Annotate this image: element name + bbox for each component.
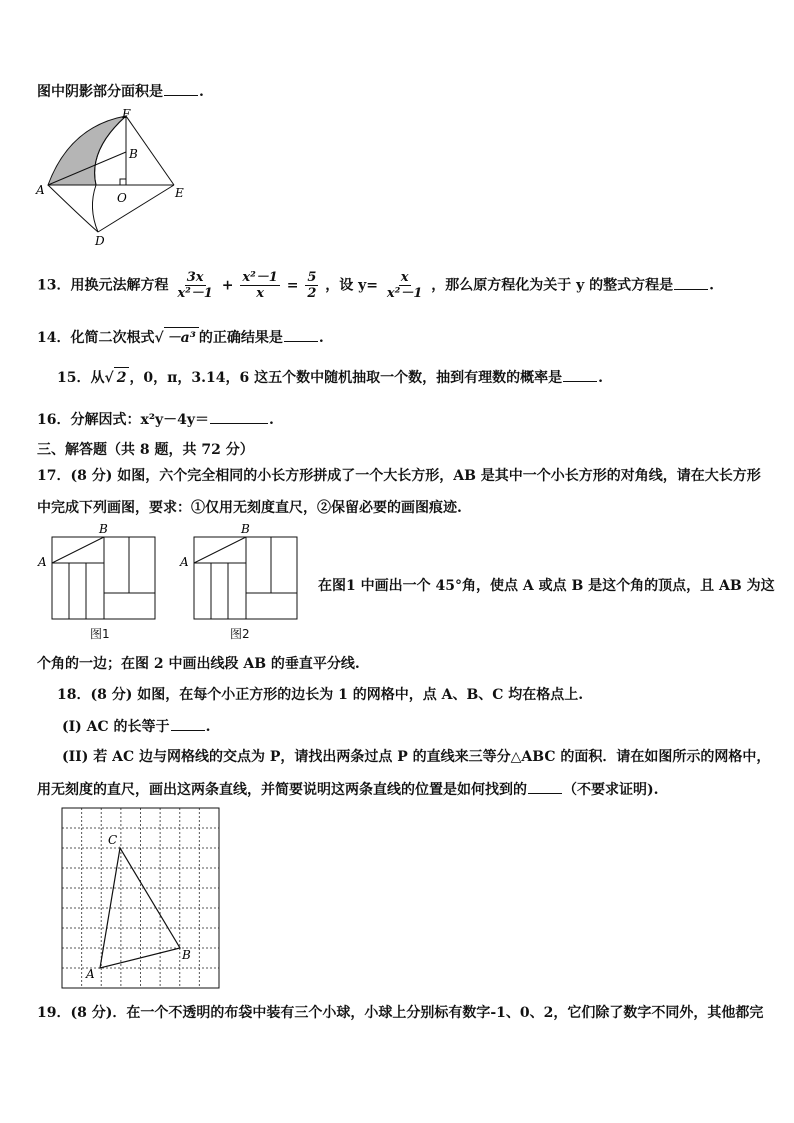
q13-prefix: 13．用换元法解方程 xyxy=(37,277,169,294)
answer-blank[interactable] xyxy=(171,717,205,731)
diagonal-ab xyxy=(194,537,246,563)
radicand: －a³ xyxy=(164,327,199,348)
q18-part-1-period: . xyxy=(205,719,211,735)
q14-prefix: 14．化简二次根式 xyxy=(37,330,155,346)
label-d: D xyxy=(95,234,105,248)
label-a: A xyxy=(38,555,47,569)
answer-blank[interactable] xyxy=(164,82,198,96)
q15-period: . xyxy=(598,370,604,386)
fraction-1 xyxy=(175,270,215,301)
q18-line-1: 18．(8 分) 如图，在每个小正方形的边长为 1 的网格中，点 A、B、C 均在格点上. xyxy=(57,687,584,703)
q13-suffix: ，那么原方程化为关于 y 的整式方程是 xyxy=(431,277,674,294)
fraction-4 xyxy=(385,270,425,301)
q12-prompt: 图中阴影部分面积是 xyxy=(37,84,163,100)
fraction-2 xyxy=(240,270,280,301)
fraction-3 xyxy=(305,270,318,301)
q18-part-2-line-1: (II) 若 AC 边与网格线的交点为 P，请找出两条过点 P 的直线来三等分△ABC 的面积．请在如图所示的网格中， xyxy=(62,749,771,765)
section-heading: 三、解答题（共 8 题，共 72 分） xyxy=(37,442,254,458)
fraction-3-denominator: 2 xyxy=(307,286,317,301)
sqrt-icon: √ xyxy=(154,330,164,346)
q18-grid-figure xyxy=(60,806,224,992)
q18-part-2-prompt: 用无刻度的直尺，画出这两条直线，并简要说明这两条直线的位置是如何找到的 xyxy=(37,782,527,798)
fraction-4-denominator: x²－1 xyxy=(386,286,423,301)
figure-1-caption: 图1 xyxy=(90,627,110,641)
q16-prompt: 16．分解因式：x²y－4y＝ xyxy=(37,412,209,428)
q17-figure-1 xyxy=(36,520,161,622)
sqrt-icon: √ xyxy=(104,370,114,386)
q17-line-2: 中完成下列画图，要求：①仅用无刻度直尺，②保留必要的画图痕迹. xyxy=(37,500,462,516)
fraction-1-denominator: x²－1 xyxy=(177,286,213,301)
q14-suffix: 的正确结果是 xyxy=(198,330,283,346)
label-b: B xyxy=(99,522,108,536)
q18-part-1 xyxy=(62,717,210,737)
dotted-grid xyxy=(62,808,219,988)
label-a: A xyxy=(36,183,45,197)
arc-ad xyxy=(48,185,98,232)
diagonal-ab xyxy=(52,537,104,563)
q13-period: . xyxy=(709,277,715,294)
answer-blank[interactable] xyxy=(563,368,597,382)
equals-sign: = xyxy=(286,277,299,294)
q13-text xyxy=(37,270,714,301)
q17-line-1: 17．(8 分) 如图，六个完全相同的小长方形拼成了一个大长方形，AB 是其中一个小长方形的对角线，请在大长方形 xyxy=(37,468,761,484)
q13-substitution: ，设 y= xyxy=(325,277,378,294)
label-a: A xyxy=(180,555,189,569)
q14-text xyxy=(37,327,324,348)
q12-period: . xyxy=(199,84,204,100)
right-angle-mark xyxy=(120,179,126,185)
q18-part-1-prompt: (I) AC 的长等于 xyxy=(62,719,170,735)
segment-ed xyxy=(98,185,174,232)
label-b: B xyxy=(129,147,138,161)
label-a: A xyxy=(86,967,95,981)
label-o: O xyxy=(117,191,127,205)
answer-blank[interactable] xyxy=(284,328,318,342)
q18-part-2-line-2 xyxy=(37,780,659,800)
q19-line-1: 19．(8 分)．在一个不透明的布袋中装有三个小球，小球上分别标有数字-1、0、2，它们除了数字不同外，其他都完 xyxy=(37,1005,764,1021)
q15-prefix: 15．从 xyxy=(57,370,105,386)
q12-text xyxy=(37,82,204,102)
q17-figure-2 xyxy=(178,520,303,622)
shaded-region xyxy=(48,116,126,185)
q17-line-3: 个角的一边；在图 2 中画出线段 AB 的垂直平分线. xyxy=(37,656,360,672)
fraction-2-denominator: x xyxy=(256,286,264,301)
q16-period: . xyxy=(268,412,274,428)
q14-period: . xyxy=(318,330,324,346)
q12-figure xyxy=(30,108,200,250)
q17-side-text: 在图1 中画出一个 45°角，使点 A 或点 B 是这个角的顶点，且 AB 为这 xyxy=(318,578,775,594)
label-b: B xyxy=(182,948,191,962)
arc-do xyxy=(92,185,98,232)
fraction-1-numerator: 3x xyxy=(186,270,204,285)
label-b: B xyxy=(241,522,250,536)
fraction-2-numerator: x²－1 xyxy=(242,270,278,285)
label-c: C xyxy=(108,833,118,847)
answer-blank[interactable] xyxy=(674,276,708,290)
fraction-4-numerator: x xyxy=(400,270,409,285)
q15-suffix: ，0，π，3.14，6 这五个数中随机抽取一个数，抽到有理数的概率是 xyxy=(129,370,563,386)
figure-2-caption: 图2 xyxy=(230,627,250,641)
q18-part-2-end: （不要求证明). xyxy=(563,782,659,798)
label-e: E xyxy=(175,186,184,200)
q16-text xyxy=(37,410,274,430)
answer-blank[interactable] xyxy=(528,780,562,794)
radicand: 2 xyxy=(114,367,130,388)
label-f: F xyxy=(122,108,131,121)
q15-text xyxy=(57,367,603,388)
fraction-3-numerator: 5 xyxy=(307,270,317,285)
answer-blank[interactable] xyxy=(210,410,268,424)
plus-sign: + xyxy=(221,277,234,294)
